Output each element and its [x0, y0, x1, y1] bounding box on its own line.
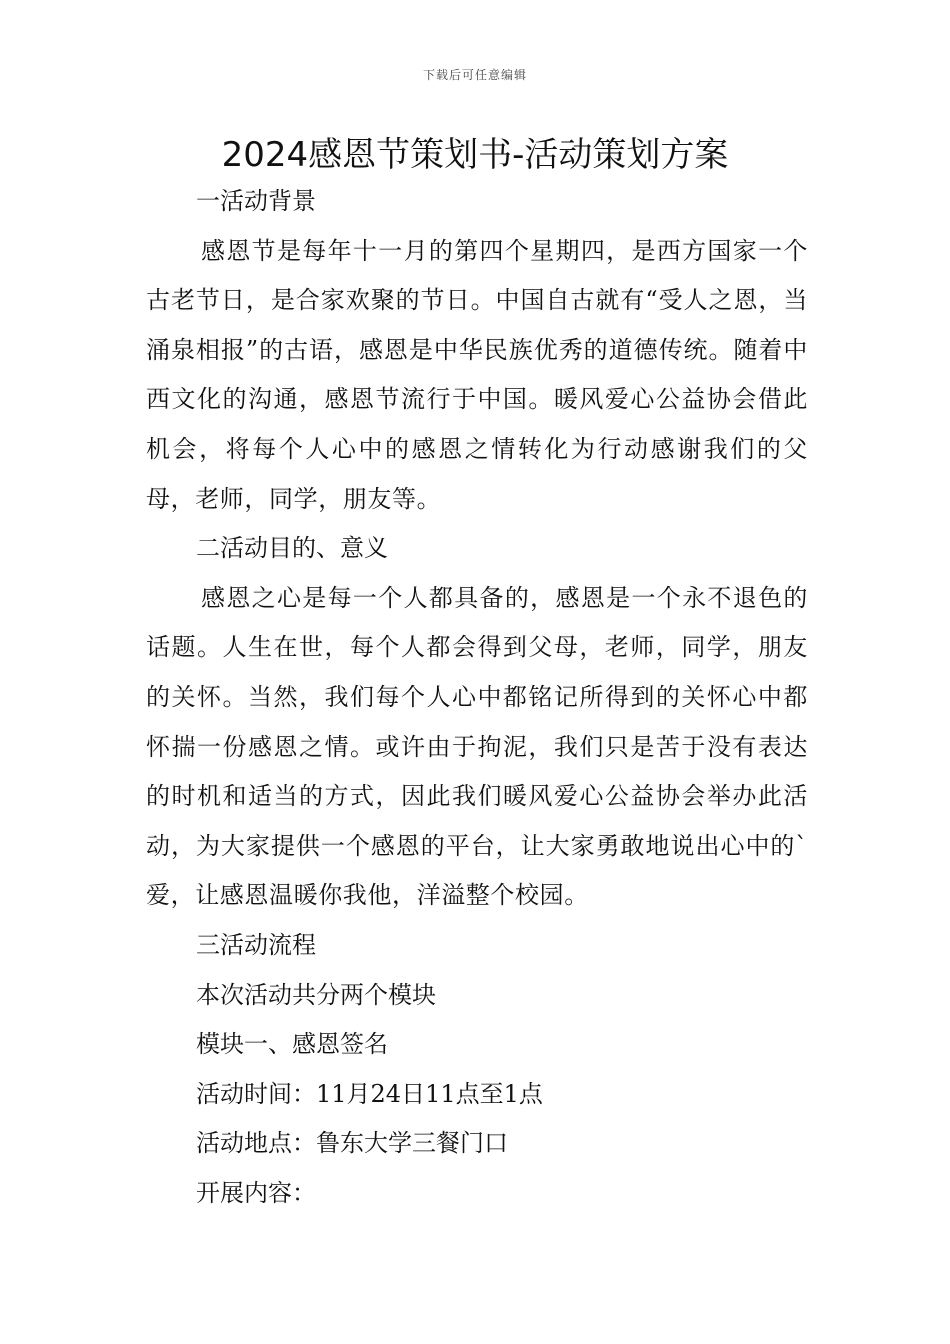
- section-heading-background: 一活动背景: [196, 187, 316, 215]
- section-heading-purpose: 二活动目的、意义: [196, 534, 388, 563]
- process-line-time: 活动时间：11月24日11点至1点: [196, 1079, 543, 1108]
- process-line-modules: 本次活动共分两个模块: [196, 980, 436, 1009]
- process-line-location: 活动地点：鲁东大学三餐门口: [196, 1129, 508, 1158]
- paragraph-background: 感恩节是每年十一月的第四个星期四，是西方国家一个古老节日，是合家欢聚的节日。中国自古就有“受人之恩，当涌泉相报”的古语，感恩是中华民族优秀的道德传统。随着中西文化的沟通，感恩节流行于中国。暖风爱心公益协会借此机会，将每个人心中的感恩之情转化为行动感谢我们的父母，老师，同学，朋友等。: [146, 236, 808, 513]
- document-title: 2024感恩节策划书-活动策划方案: [221, 135, 729, 175]
- header-note: 下载后可任意编辑: [422, 68, 527, 82]
- process-line-content: 开展内容：: [196, 1178, 316, 1207]
- document-body: [146, 177, 808, 1218]
- paragraph-purpose: 感恩之心是每一个人都具备的，感恩是一个永不退色的话题。人生在世，每个人都会得到父母，老师，同学，朋友的关怀。当然，我们每个人心中都铭记所得到的关怀心中都怀揣一份感恩之情。或许由于拘泥，我们只是苦于没有表达的时机和适当的方式，因此我们暖风爱心公益协会举办此活动，为大家提供一个感恩的平台，让大家勇敢地说出心中的`爱，让感恩温暖你我他，洋溢整个校园。: [146, 583, 808, 910]
- process-line-module-one: 模块一、感恩签名: [196, 1030, 388, 1059]
- section-heading-process: 三活动流程: [196, 930, 316, 959]
